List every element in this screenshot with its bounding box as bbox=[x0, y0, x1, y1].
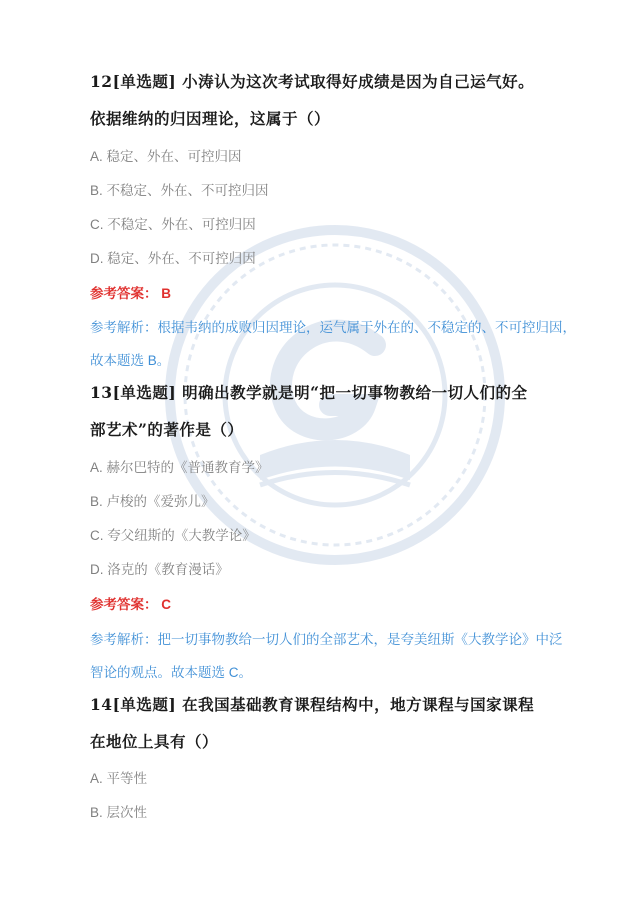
question-13-line-2: 部艺术”的著作是（） bbox=[90, 420, 244, 439]
question-14-line-2: 在地位上具有（） bbox=[90, 732, 219, 751]
question-13-option-a: A. 赫尔巴特的《普通教育学》 bbox=[90, 460, 269, 475]
question-13-option-d: D. 洛克的《教育漫话》 bbox=[90, 562, 229, 577]
question-12-option-a: A. 稳定、外在、可控归因 bbox=[90, 149, 242, 164]
question-12-line-2: 依据维纳的归因理论，这属于（） bbox=[90, 109, 331, 128]
question-12-answer: 参考答案： B bbox=[90, 286, 171, 301]
question-13-option-b: B. 卢梭的《爱弥儿》 bbox=[90, 494, 215, 509]
question-12-line-1: 12[单选题] 小涛认为这次考试取得好成绩是因为自己运气好。 bbox=[90, 72, 535, 91]
question-13-analysis-line-2: 智论的观点。故本题选 C。 bbox=[90, 665, 252, 680]
question-12-analysis-line-1: 参考解析：根据韦纳的成败归因理论，运气属于外在的、不稳定的、不可控归因， bbox=[90, 320, 576, 335]
question-13-line-1: 13[单选题] 明确出教学就是明“把一切事物教给一切人们的全 bbox=[90, 383, 528, 402]
question-14-option-b: B. 层次性 bbox=[90, 805, 148, 820]
question-12-option-d: D. 稳定、外在、不可控归因 bbox=[90, 251, 256, 266]
question-12-option-b: B. 不稳定、外在、不可控归因 bbox=[90, 183, 269, 198]
question-13-answer: 参考答案： C bbox=[90, 597, 171, 612]
question-13-analysis-line-1: 参考解析：把一切事物教给一切人们的全部艺术，是夸美纽斯《大教学论》中泛 bbox=[90, 632, 563, 647]
question-12-option-c: C. 不稳定、外在、可控归因 bbox=[90, 217, 256, 232]
question-14-option-a: A. 平等性 bbox=[90, 771, 148, 786]
question-12-analysis-line-2: 故本题选 B。 bbox=[90, 353, 171, 368]
question-13-option-c: C. 夸父纽斯的《大教学论》 bbox=[90, 528, 256, 543]
question-14-line-1: 14[单选题] 在我国基础教育课程结构中，地方课程与国家课程 bbox=[90, 695, 535, 714]
